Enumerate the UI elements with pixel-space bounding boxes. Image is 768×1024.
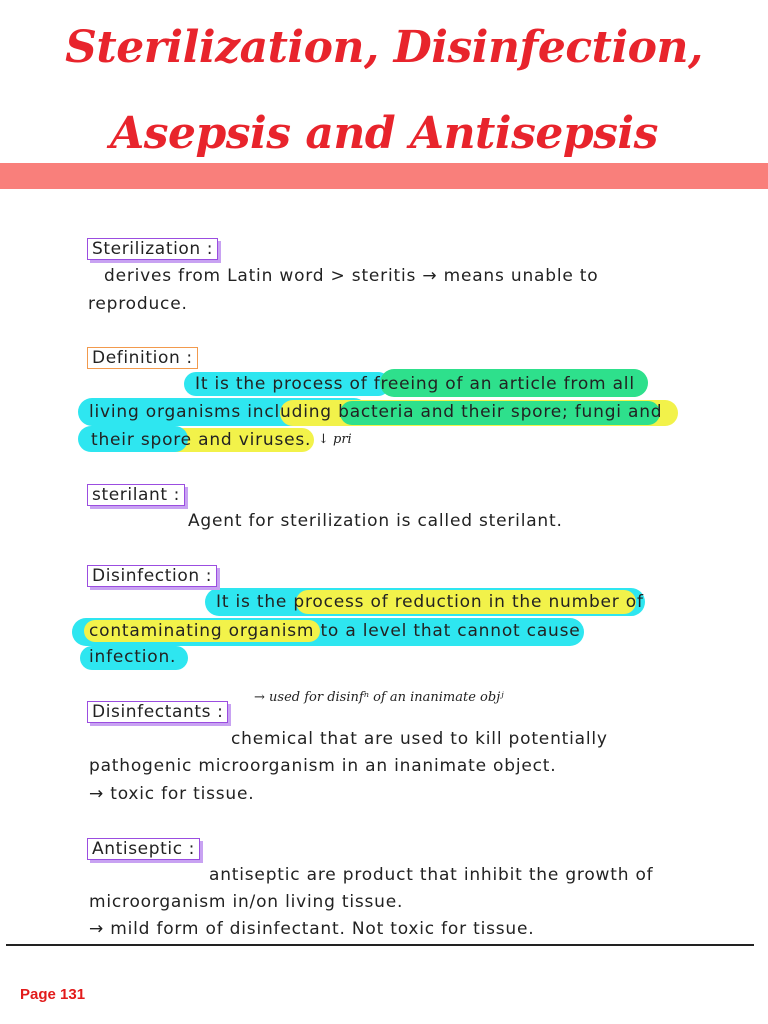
sterilant-text-line-1: Agent for sterilization is called sterilant. — [188, 511, 563, 531]
label-definition: Definition : — [87, 347, 198, 369]
definition-text-line-3: their spore and viruses. — [91, 430, 312, 450]
label-sterilant: sterilant : — [87, 484, 185, 506]
disinfectants-text-line-3: → toxic for tissue. — [89, 784, 255, 804]
disinfection-text-line-2: contaminating organism to a level that cannot cause — [89, 621, 581, 641]
disinfectants-text-line-2: pathogenic microorganism in an inanimate object. — [89, 756, 557, 776]
page-title-line-1: Sterilization, Disinfection, — [65, 22, 703, 73]
sterilization-text-line-1: derives from Latin word > steritis → means unable to — [104, 266, 599, 286]
sterilization-text-line-2: reproduce. — [88, 294, 188, 314]
handwritten-note: ↓ pri — [318, 432, 352, 447]
disinfection-text-line-3: infection. — [89, 647, 177, 667]
title-underline-band — [0, 163, 768, 189]
label-disinfectants: Disinfectants : — [87, 701, 228, 723]
footer-divider — [6, 944, 754, 946]
antiseptic-text-line-3: → mild form of disinfectant. Not toxic for tissue. — [89, 919, 535, 939]
page-title-line-2: Asepsis and Antisepsis — [110, 108, 658, 159]
page-number: Page 131 — [20, 986, 86, 1003]
definition-text-line-1: It is the process of freeing of an article from all — [195, 374, 635, 394]
handwritten-note: → used for disinfⁿ of an inanimate objʲ — [254, 690, 504, 705]
label-antiseptic: Antiseptic : — [87, 838, 200, 860]
antiseptic-text-line-1: antiseptic are product that inhibit the growth of — [209, 865, 654, 885]
disinfectants-text-line-1: chemical that are used to kill potentially — [231, 729, 608, 749]
label-disinfection: Disinfection : — [87, 565, 217, 587]
label-sterilization: Sterilization : — [87, 238, 218, 260]
antiseptic-text-line-2: microorganism in/on living tissue. — [89, 892, 404, 912]
definition-text-line-2: living organisms including bacteria and their spore; fungi and — [89, 402, 663, 422]
disinfection-text-line-1: It is the process of reduction in the number of — [216, 592, 644, 612]
